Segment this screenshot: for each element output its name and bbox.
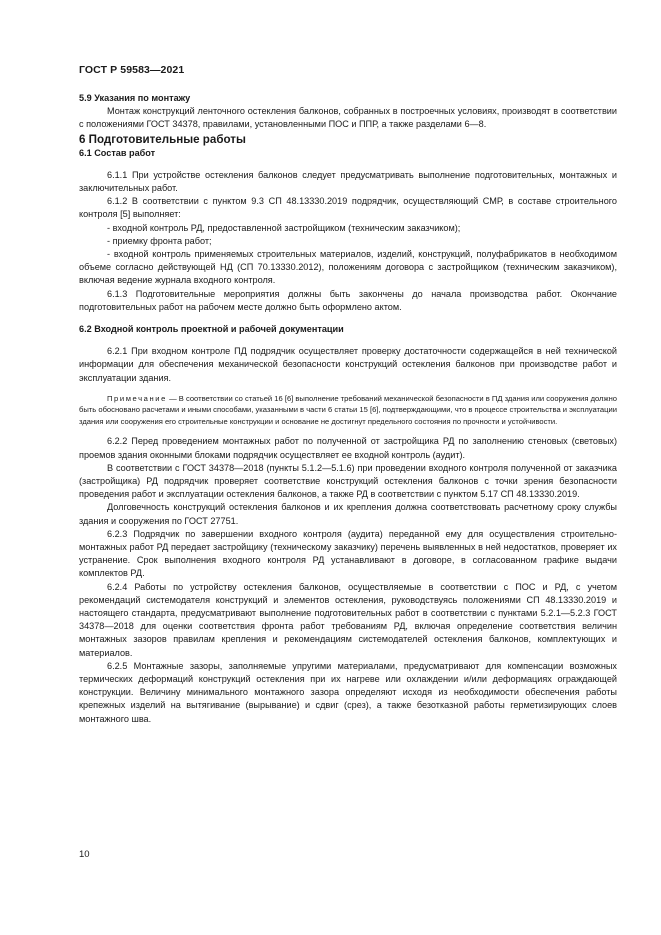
paragraph-6-2-4: 6.2.4 Работы по устройству остекления балконов, осуществляемые в соответствии с ПОС и РД, с учетом рекомендаций системодателя конструкций и элементов остекления, руководствуясь положениями СП 48.13330.2019 и настоящего стандарта, предусматривают выполнение подготовительных работ в соответствии с пунктами 5.2.1—5.2.3 ГОСТ 34378—2018 для оценки соответствия фронта работ требованиям РД, включая определение соответствия величин монтажных зазоров правилам крепления и рекомендациям системодателей остекления балконов, комплектующих и материалов. <box>79 581 617 658</box>
list-item: - приемку фронта работ; <box>107 235 212 246</box>
note-block <box>79 393 617 428</box>
note-text: — В соответствии со статьей 16 [6] выполнение требований механической безопасности в ПД здания или сооружения должно быть обосновано расчетами и иными способами, указанными в части 6 статьи 15 [6], подтверждающими, что в процессе строительства и эксплуатации здания или сооружения его строительные конструкции и основание не достигнут предельного состояния по прочности и устойчивости. <box>79 393 617 426</box>
list-item: - входной контроль применяемых строительных материалов, изделий, конструкций, полуфабрикатов в необходимом объеме согласно действующей НД (СП 70.13330.2012), положениям договора с застройщиком (техническим заказчиком), включая ведение журнала входного контроля. <box>79 249 617 286</box>
list-item: - входной контроль РД, предоставленной застройщиком (техническим заказчиком); <box>107 222 461 233</box>
note-label: Примечание <box>107 393 167 403</box>
paragraph-6-1-3: 6.1.3 Подготовительные мероприятия должны быть закончены до начала производства работ. Окончание подготовительных работ на рабочем месте должно быть оформлено актом. <box>79 288 617 312</box>
paragraph-6-2-1: 6.2.1 При входном контроле ПД подрядчик осуществляет проверку достаточности содержащейся в ней технической информации для обеспечения механической безопасности конструкций остекления балконов при производстве работ и эксплуатации здания. <box>79 346 617 383</box>
paragraph-6-2-3: 6.2.3 Подрядчик по завершении входного контроля (аудита) переданной ему для осуществления строительно-монтажных работ РД передает застройщику (техническому заказчику) перечень выявленных в ней недостатков, проверяет их устранение. Срок выполнения входного контроля РД устанавливают в договоре, в согласованном графике выдачи комплектов РД. <box>79 528 617 579</box>
section-6-heading: 6 Подготовительные работы <box>79 132 246 146</box>
paragraph-6-2-5: 6.2.5 Монтажные зазоры, заполняемые упругими материалами, предусматривают для компенсации возможных термических деформаций конструкций остекления при их нагреве или охлаждении и/или деформациях ограждающей конструкции. Величину минимального монтажного зазора определяют исходя из необходимости обеспечения работы крепежных изделий на вытягивание (вырывание) и сдвиг (срез), а также безотказной работы герметизирующих слоев монтажного шва. <box>79 660 617 724</box>
page-content <box>79 92 617 726</box>
paragraph-6-2-2-b: В соответствии с ГОСТ 34378—2018 (пункты 5.1.2—5.1.6) при проведении входного контроля полученной от заказчика (застройщика) РД подрядчик проверяет соответствие конструкций остекления балконов с точки зрения безопасности проведения работ и эксплуатации остекления балконов, а также РД в соответствии с пунктом 5.17 СП 48.13330.2019. <box>79 462 617 500</box>
paragraph-6-2-2: 6.2.2 Перед проведением монтажных работ по полученной от застройщика РД по заполнению стеновых (световых) проемов здания оконными блоками подрядчик осуществляет ее входной контроль (аудит). <box>79 436 617 460</box>
paragraph-6-1-1: 6.1.1 При устройстве остекления балконов следует предусматривать выполнение подготовительных, монтажных и заключительных работ. <box>79 169 617 194</box>
paragraph-6-2-2-c: Долговечность конструкций остекления балконов и их крепления должна соответствовать расчетному сроку службы здания и сооружения по ГОСТ 27751. <box>79 502 617 526</box>
section-6-2-heading: 6.2 Входной контроль проектной и рабочей документации <box>79 324 344 335</box>
section-5-9-heading: 5.9 Указания по монтажу <box>79 93 191 103</box>
paragraph-5-9: Монтаж конструкций ленточного остекления балконов, собранных в построечных условиях, производят в соответствии с положениями ГОСТ 34378, правилами, установленными ПОС и ППР, а также разделами 6—8. <box>79 106 617 130</box>
page-number: 10 <box>79 849 90 860</box>
paragraph-6-1-2: 6.1.2 В соответствии с пунктом 9.3 СП 48.13330.2019 подрядчик, осуществляющий СМР, в составе строительного контроля [5] выполняет: <box>79 196 617 220</box>
section-6-1-heading: 6.1 Состав работ <box>79 147 156 158</box>
standard-number: ГОСТ Р 59583—2021 <box>79 64 185 76</box>
